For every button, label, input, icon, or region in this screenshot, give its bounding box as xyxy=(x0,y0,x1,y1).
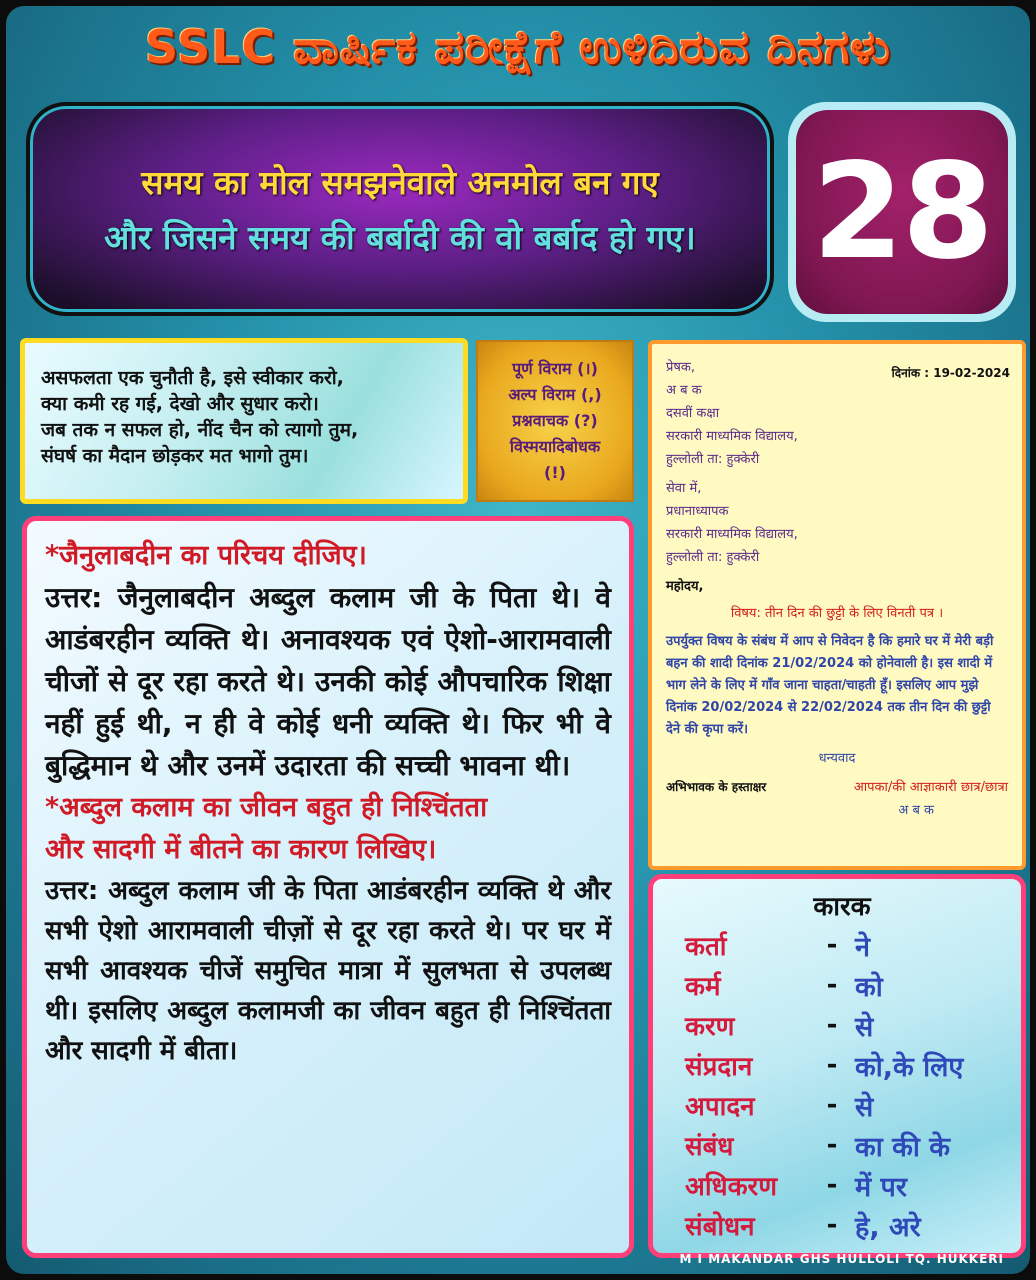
letter-subject: विषय: तीन दिन की छुट्टी के लिए विनती पत्र । xyxy=(730,606,944,621)
karak-value: से xyxy=(855,1011,874,1043)
guardian-signature: अभिभावक के हस्ताक्षर xyxy=(666,780,767,794)
question-answer-panel xyxy=(22,516,634,1258)
answer-2: उत्तर: अब्दुल कलाम जी के पिता आडंबरहीन व्यक्ति थे और सभी ऐशो आरामवाली चीज़ों से दूर रहा करते थे। पर घर में सभी आवश्यक चीजें समुचित मात्रा में सुलभता से उपलब्ध थी। इसलिए अब्दुल कलामजी का जीवन बहुत ही निश्चिंतता और सादगी में बीता। xyxy=(45,876,611,1066)
karak-row xyxy=(685,1005,999,1045)
karak-row xyxy=(685,965,999,1005)
karak-row xyxy=(685,1045,999,1085)
poem-line: क्या कमी रह गई, देखो और सुधार करो। xyxy=(41,393,319,415)
karak-dash: - xyxy=(826,970,838,1000)
karak-value: का की के xyxy=(855,1131,950,1163)
karak-title: कारक xyxy=(813,892,871,922)
credit-text: M I MAKANDAR GHS HULLOLI TQ. HUKKERI xyxy=(679,1252,1004,1266)
karak-dash: - xyxy=(826,1010,838,1040)
karak-name: कर्ता xyxy=(685,932,727,962)
karak-dash: - xyxy=(826,1210,838,1240)
poem-line: संघर्ष का मैदान छोड़कर मत भागो तुम। xyxy=(41,445,309,467)
recipient-line: सरकारी माध्यमिक विद्यालय, xyxy=(666,527,798,542)
sender-line: दसवीं कक्षा xyxy=(666,406,720,421)
recipient-line: हुल्लोली ता: हुक्केरी xyxy=(666,550,760,565)
days-remaining-number: 28 xyxy=(812,135,992,289)
poem-line: जब तक न सफल हो, नींद चैन को त्यागो तुम, xyxy=(41,419,359,441)
letter-body: उपर्युक्त विषय के संबंध में आप से निवेदन है कि हमारे घर में मेरी बड़ी बहन की शादी दिनांक 21/02/2024 को होनेवाली है। इस शादी में भाग लेने के लिए में गाँव जाना चाहता/चाहती हूँ। इसलिए आप मुझे दिनांक 20/02/2024 से 22/02/2024 तक तीन दिन की छुट्टी देने की कृपा करें। xyxy=(666,634,994,737)
karak-dash: - xyxy=(826,1050,838,1080)
karak-name: करण xyxy=(685,1012,735,1042)
poem-line: असफलता एक चुनौती है, इसे स्वीकार करो, xyxy=(41,367,344,389)
recipient-line: प्रधानाध्यापक xyxy=(666,504,729,519)
poem-panel xyxy=(20,338,468,504)
karak-dash: - xyxy=(826,930,838,960)
punctuation-item: पूर्ण विराम (।) xyxy=(512,359,598,378)
karak-panel xyxy=(648,874,1026,1258)
karak-dash: - xyxy=(826,1170,838,1200)
sender-line: हुल्लोली ता: हुक्केरी xyxy=(666,452,760,467)
karak-row xyxy=(685,925,999,965)
sender-line: अ ब क xyxy=(666,383,702,398)
punctuation-item: प्रश्नवाचक (?) xyxy=(512,411,598,430)
punctuation-item: विस्मयादिबोधक xyxy=(509,437,601,456)
karak-value: ने xyxy=(855,931,870,963)
student-name: अ ब क xyxy=(898,803,934,818)
karak-row xyxy=(685,1165,999,1205)
karak-dash: - xyxy=(826,1090,838,1120)
letter-thanks: धन्यवाद xyxy=(818,751,856,766)
quote-line-1: समय का मोल समझनेवाले अनमोल बन गए xyxy=(141,163,659,202)
karak-value: हे, अरे xyxy=(855,1211,921,1243)
karak-value: को,के लिए xyxy=(855,1051,964,1083)
leave-letter-panel xyxy=(648,340,1026,870)
question-2-line-2: और सादगी में बीतने का कारण लिखिए। xyxy=(45,834,437,865)
karak-name: अधिकरण xyxy=(685,1172,777,1202)
letter-signatures xyxy=(666,776,1008,799)
quote-panel xyxy=(26,102,774,316)
answer-1: उत्तर: जैनुलाबदीन अब्दुल कलाम जी के पिता थे। वे आडंबरहीन व्यक्ति थे। अनावश्यक एवं ऐशो-आरामवाली चीजों से दूर रहा करते थे। उनकी कोई औपचारिक शिक्षा नहीं हुई थी, न ही वे कोई धनी व्यक्ति थे। फिर भी वे बुद्धिमान थे और उनमें उदारता की सच्ची भावना थी। xyxy=(45,581,611,782)
karak-name: संप्रदान xyxy=(685,1052,753,1082)
letter-greeting: महोदय, xyxy=(666,579,704,594)
sender-line: सरकारी माध्यमिक विद्यालय, xyxy=(666,429,798,444)
karak-row xyxy=(685,1205,999,1245)
punctuation-item: अल्प विराम (,) xyxy=(508,385,602,404)
karak-value: से xyxy=(855,1091,874,1123)
poster-frame xyxy=(6,6,1030,1274)
student-signature: आपका/की आज्ञाकारी छात्र/छात्रा xyxy=(853,780,1008,795)
question-1: *जैनुलाबदीन का परिचय दीजिए। xyxy=(45,540,367,571)
letter-date: दिनांक : 19-02-2024 xyxy=(891,366,1010,380)
question-2-line-1: *अब्दुल कलाम का जीवन बहुत ही निश्चिंतता xyxy=(45,792,488,823)
punctuation-item: (!) xyxy=(544,463,566,482)
days-counter-inner xyxy=(796,110,1008,314)
karak-value: को xyxy=(855,971,883,1003)
karak-name: कर्म xyxy=(685,972,721,1002)
karak-row xyxy=(685,1125,999,1165)
poster-title: SSLC ವಾರ್ಷಿಕ ಪರೀಕ್ಷೆಗೆ ಉಳಿದಿರುವ ದಿನಗಳು xyxy=(145,20,891,74)
karak-dash: - xyxy=(826,1130,838,1160)
sender-label: प्रेषक, xyxy=(666,360,696,375)
quote-line-2: और जिसने समय की बर्बादी की वो बर्बाद हो गए। xyxy=(104,218,696,257)
karak-row xyxy=(685,1085,999,1125)
karak-name: संबोधन xyxy=(685,1212,755,1242)
letter-recipient xyxy=(666,477,1008,569)
days-counter xyxy=(788,102,1016,322)
karak-value: में पर xyxy=(855,1171,907,1203)
punctuation-panel xyxy=(476,340,634,502)
recipient-label: सेवा में, xyxy=(666,481,702,496)
karak-name: अपादन xyxy=(685,1092,755,1122)
karak-name: संबंध xyxy=(685,1132,734,1162)
